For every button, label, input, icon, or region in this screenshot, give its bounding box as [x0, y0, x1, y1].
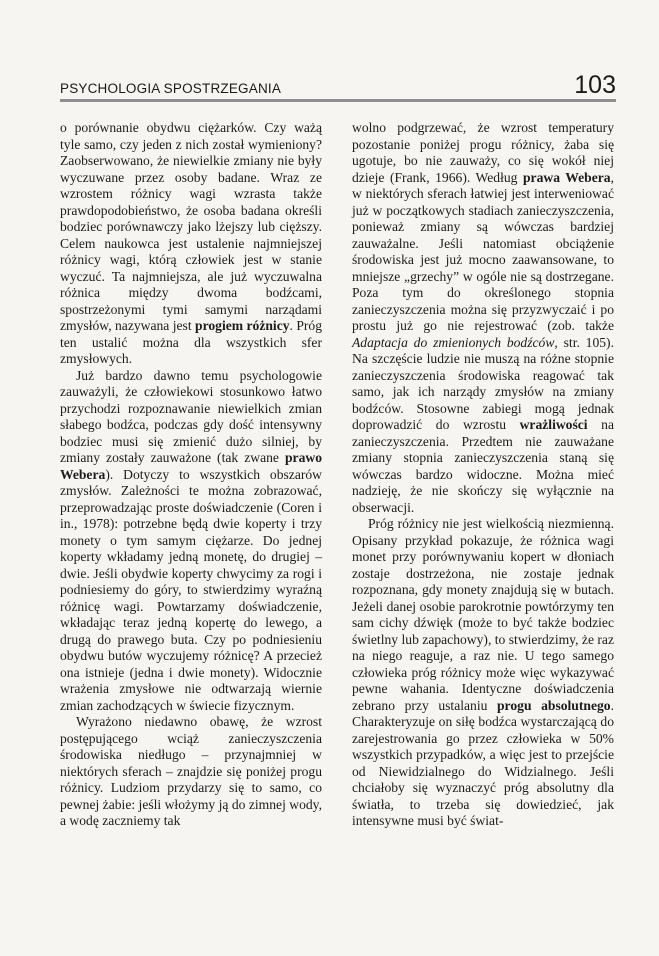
running-head: PSYCHOLOGIA SPOSTRZEGANIA [60, 81, 282, 96]
text: wolno podgrzewać, że wzrost temperatury pozostanie poniżej progu różnicy, żaba się ugotuje, bo nie zauważy, co się wokół niej dzieje (Frank, 1966). Według [352, 120, 614, 185]
text: ). Dotyczy to wszystkich obszarów zmysłów. Zależności te można zobrazować, przeprowadzając proste doświadczenie (Coren i in., 1978): potrzebne będą dwie koperty i trzy monety o tym samym ciężarze. Do jednej koperty wkładamy jedną monetę, do drugiej – dwie. Jeśli obydwie koperty chwycimy za rogi i podniesiemy do góry, to stwierdzimy wyraźną różnicę wagi. Powtarzamy doświadczenie, wkładając teraz jedną kopertę do lewego, a drugą do prawego buta. Czy po podniesieniu obydwu butów wyczujemy różnicę? A przecież ona istnieje (jedna i dwie monety). Widocznie wrażenia zmysłowe nie odtwarzają wiernie zmian zachodzących w świecie fizycznym. [60, 466, 322, 713]
cross-reference: Adaptacja do zmienionych bodźców [352, 334, 555, 350]
term-progu-absolutnego: progu absolutnego [497, 697, 611, 713]
page-number: 103 [574, 71, 616, 99]
left-paragraph-2 [60, 368, 322, 715]
left-column [60, 120, 322, 830]
text: , w niektórych sferach łatwiej jest interweniować już w początkowych stadiach zanieczyszczenia, ponieważ zmiany są wówczas bardziej zauważalne. Jeśli natomiast obciążenie środowiska jest już mocno zaawansowane, to mniejsze „grzechy” w ogóle nie są dostrzegane. Poza tym do określonego stopnia zanieczyszczenia można się przyzwyczaić i po prostu już go nie rejestrować (zob. także [352, 169, 614, 333]
text: na zanieczyszczenia. Przedtem nie zauważane zmiany stopnia zanieczyszczenia staną się wówczas bardzo widoczne. Można mieć nadzieję, że nie skończy się wyłącznie na obserwacji. [352, 417, 614, 515]
term-wrazliwosci: wrażliwości [519, 417, 588, 432]
text: . Charakteryzuje on siłę bodźca wystarczającą do zarejestrowania go przez człowieka w 50% wszystkich przypadków, a więc jest to przejście od Niewidzialnego do Widzialnego. Jeśli chciałoby się wyznaczyć próg absolutny dla światła, to trzeba się dowiedzieć, jak intensywne musi być świat- [352, 697, 614, 828]
page-header [60, 68, 616, 102]
header-rule [60, 99, 616, 102]
text: , str. 105). Na szczęście ludzie nie muszą na różne stopnie zanieczyszczenia środowiska reagować tak samo, jak ich narządy zmysłów na zmiany bodźców. Stosowne zabiegi mogą jednak doprowadzić do wzrostu [352, 334, 614, 432]
text: o porównanie obydwu ciężarków. Czy ważą tyle samo, czy jeden z nich został wymieniony? Zaobserwowano, że niewielkie zmiany nie były wyczuwane przez osoby badane. Wraz ze wzrostem różnicy wagi wzrasta także prawdopodobieństwo, że osoba badana określi bodziec porównawczy jako lżejszy lub cięższy. Celem naukowca jest ustalenie najmniejszej różnicy wagi, którą człowiek jest w stanie wyczuć. Ta najmniejsza, ale już wyczuwalna różnica między dwoma bodźcami, spostrzeżonymi tymi samymi narządami zmysłów, nazywana jest [60, 120, 322, 333]
right-column [352, 120, 614, 830]
term-prawo-webera: prawo Webera [60, 450, 322, 482]
text: . Próg ten ustalić można dla wszystkich sfer zmysłowych. [60, 318, 323, 366]
term-prog-roznicy: progiem różnicy [195, 318, 290, 333]
left-paragraph-3: Wyrażono niedawno obawę, że wzrost postępującego wciąż zanieczyszczenia środowiska niedługo – przynajmniej w niektórych sferach – znajdzie się poniżej progu różnicy. Ludziom przydarzy się to samo, co pewnej żabie: jeśli włożymy ją do zimnej wody, a wodę zaczniemy tak [60, 714, 322, 828]
text: Próg różnicy nie jest wielkością niezmienną. Opisany przykład pokazuje, że różnica wagi monet przy porównywaniu kopert w dłoniach zostaje dostrzeżona, nie zostaje jednak rozpoznana, gdy monety znajdują się w butach. Jeżeli danej osobie parokrotnie powtórzymy ten sam cichy dźwięk (może to być także bodziec świetlny lub zapachowy), to stwierdzimy, że raz na niego reaguje, a raz nie. U tego samego człowieka próg różnicy może więc wykazywać pewne wahania. Identyczne doświadczenia zebrano przy ustalaniu [352, 516, 614, 713]
right-paragraph-1 [352, 120, 614, 516]
left-paragraph-1 [60, 120, 322, 368]
text: Już bardzo dawno temu psychologowie zauważyli, że człowiekowi stosunkowo łatwo przychodzi rozpoznawanie niewielkich zmian słabego bodźca, podczas gdy dość intensywny bodziec musi się zmienić dużo silniej, by zmiany zostały zauważone (tak zwane [60, 367, 322, 465]
term-prawa-webera: prawa Webera [523, 169, 611, 185]
right-paragraph-2 [352, 516, 614, 830]
